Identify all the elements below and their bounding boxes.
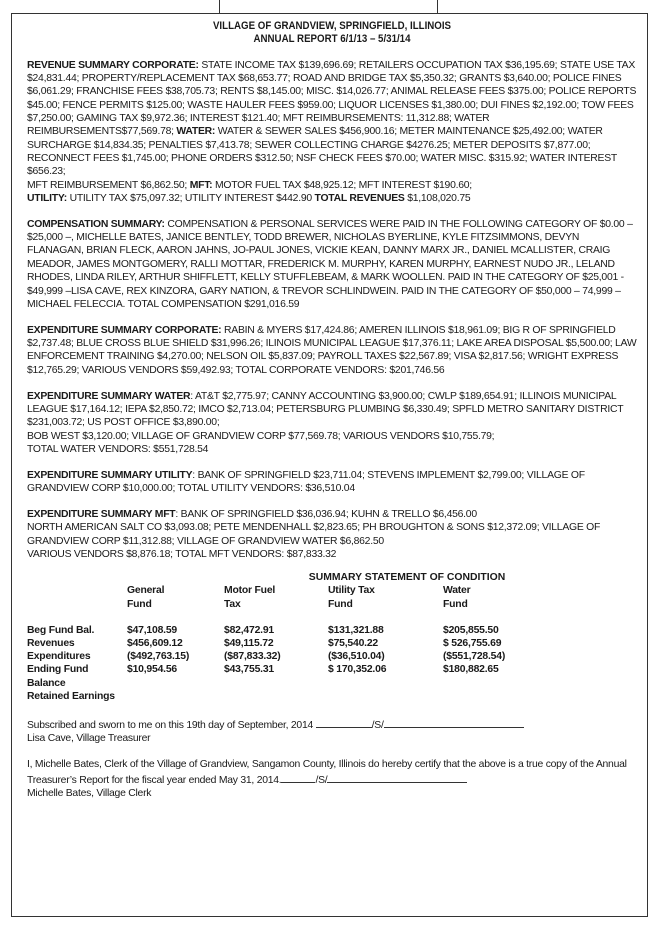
exp-mft-line2: NORTH AMERICAN SALT CO $3,093.08; PETE MENDENHALL $2,823.65; PH BROUGHTON & SONS $12,372.09; VILLAGE OF GRANDVIEW CORP $11,312.88; VILLAGE OF GRANDVIEW WATER $6,862.50 [27, 522, 601, 547]
col-header-motor-fuel: Motor Fuel Tax [224, 585, 276, 610]
sworn-signature-mark: /S/ [371, 719, 384, 731]
cell: $82,472.91 [224, 624, 275, 636]
summary-title: SUMMARY STATEMENT OF CONDITION [308, 572, 506, 584]
exp-utility-label: EXPENDITURE SUMMARY UTILITY [27, 469, 193, 481]
compensation-summary [27, 218, 637, 311]
report-period: ANNUAL REPORT 6/1/13 – 5/31/14 [253, 33, 411, 45]
revenue-label: REVENUE SUMMARY CORPORATE: [27, 59, 199, 71]
expenditure-utility [27, 469, 637, 496]
revenue-water-text: WATER & SEWER SALES $456,900.16; METER MAINTENANCE $25,492.00; WATER SURCHARGE $14,834.35; PENALTIES $7,413.78; SEWER COLLECTING CHARGE $4276.25; METER DEPOSITS $7,877.00; RECONNECT FEES $1,745.00; PHONE ORDERS $312.50; NSF CHECK FEES $70.00; WATER MISC. $315.92; WATER INTEREST $656.23; [27, 126, 617, 178]
exp-mft-text: : BANK OF SPRINGFIELD $36,036.94; KUHN & TRELLO $6,456.00 [175, 508, 477, 520]
exp-water-label: EXPENDITURE SUMMARY WATER [27, 390, 191, 402]
expenditure-water [27, 390, 637, 430]
cell: $456,609.12 [127, 637, 183, 649]
cell: $75,540.22 [328, 637, 379, 649]
row-label: Ending Fund [27, 664, 89, 676]
exp-mft-label: EXPENDITURE SUMMARY MFT [27, 508, 176, 520]
cell: $43,755.31 [224, 664, 275, 676]
exp-corporate-label: EXPENDITURE SUMMARY CORPORATE: [27, 324, 222, 336]
cell: $47,108.59 [127, 624, 178, 636]
top-divider-right [437, 0, 438, 14]
exp-water-line2: BOB WEST $3,120.00; VILLAGE OF GRANDVIEW CORP $77,569.78; VARIOUS VENDORS $10,755.79; [27, 430, 495, 442]
table-row [27, 650, 553, 663]
cell: ($87,833.32) [224, 651, 281, 663]
table-row [27, 637, 553, 650]
compensation-text: COMPENSATION & PERSONAL SERVICES WERE PAID IN THE FOLLOWING CATEGORY OF $0.00 – $25,000 –, MICHELLE BATES, JANICE BENTLEY, TODD BREWER, NICHOLAS BYERLINE, KYLE FITZSIMMONS, DEVYN FLANAGAN, BRIAN FLECK, AARON JAHNS, JO-PAUL JONES, VICKIE KEAN, DANNY MARX JR., DANIEL MCALLISTER, CRAIG MEADOR, JAMES MONTGOMERY, RALLI MOTTAR, FREDERICK M. MURPHY, KAREN MURPHY, EARNEST NUDO JR., LELAND RHODES, LINDA RILEY, ARTHUR SHIFFLETT, KELLY STUFFLEBEAM, & MARK WOOLLEN. PAID IN THE CATEGORY OF $25,001 - $49,999 –LISA CAVE, REX KINZORA, GARY NATION, & TREVOR SCHLINDWEIN. PAID IN THE CATEGORY OF $50,000 – 74,999 – MICHAEL FELECCIA. TOTAL COMPENSATION $291,016.59 [27, 218, 633, 310]
revenue-utility-text: UTILITY TAX $75,097.32; UTILITY INTEREST $442.90 [66, 192, 315, 204]
revenue-utility-line [27, 192, 637, 205]
row-label: Revenues [27, 637, 75, 649]
top-divider-left [219, 0, 220, 14]
revenue-mft-line [27, 179, 637, 192]
revenue-mft-text: MOTOR FUEL TAX $48,925.12; MFT INTEREST $190.60; [212, 179, 472, 191]
exp-mft-total: VARIOUS VENDORS $8,876.18; TOTAL MFT VENDORS: $87,833.32 [27, 549, 337, 560]
col-header-utility-tax: Utility Tax Fund [328, 585, 375, 610]
summary-header-row [27, 584, 553, 610]
revenue-water-label: WATER: [176, 126, 216, 138]
revenue-corporate-text: STATE INCOME TAX $139,696.69; RETAILERS OCCUPATION TAX $36,195.69; STATE USE TAX $24,831.44; PROPERTY/REPLACEMENT TAX $68,653.77; ROAD AND BRIDGE TAX $5,350.32; GRANTS $3,640.00; POLICE FINES $6,061.29; FRANCHISE FEES $38,705.73; RENTS $8,145.00; MISC. $14,026.77; ANIMAL RELEASE FEES $375.00; POLICE REPORTS $45.00; FENCE PERMITS $125.00; WASTE HAULER FEES $959.00; LIQUOR LICENSES $1,380.00; DUI FINES $2,192.00; TOW FEES $7,250.00; GAMING TAX $9,972.36; INTEREST $121.40; MFT REIMBURSEMENTS: 11,312.88; WATER REIMBURSEMENTS$77,569.78; [27, 59, 637, 138]
revenue-mft-label: MFT: [189, 179, 213, 191]
clerk-name: Michelle Bates, Village Clerk [27, 787, 152, 799]
cell: $ 170,352.06 [328, 664, 387, 676]
report-title: VILLAGE OF GRANDVIEW, SPRINGFIELD, ILLINOIS [212, 20, 452, 32]
cell: ($492,763.15) [127, 651, 190, 663]
exp-water-total: TOTAL WATER VENDORS: $551,728.54 [27, 443, 209, 455]
cell: ($551,728.54) [443, 651, 506, 663]
cell: $180,882.65 [443, 664, 499, 676]
expenditure-mft [27, 508, 637, 521]
clerk-certification: I, Michelle Bates, Clerk of the Village of Grandview, Sangamon County, Illinois do hereby certify that the above is a true copy of the Annual Treasurer’s Report for the fiscal year ended May 31, 2014. /S/ [27, 759, 627, 786]
sworn-statement: Subscribed and sworn to me on this 19th day of September, 2014 /S/ [27, 717, 637, 732]
report-body [27, 20, 637, 800]
expenditure-corporate [27, 324, 637, 377]
col-header-water: Water Fund [443, 585, 471, 610]
table-row [27, 663, 553, 676]
treasurer-name: Lisa Cave, Village Treasurer [27, 733, 151, 745]
row-label: Balance [27, 677, 66, 689]
total-revenues-value: $1,108,020.75 [404, 192, 471, 204]
clerk-signature-mark: /S/ [315, 774, 328, 786]
mft-reimbursement: MFT REIMBURSEMENT $6,862.50; [27, 179, 190, 191]
exp-water-text: : AT&T $2,775.97; CANNY ACCOUNTING $3,900.00; CWLP $189,654.91; ILLINOIS MUNICIPAL LEAGUE $17,164.12; IEPA $2,850.72; IMCO $2,713.04; PETERSBURG PLUMBING $6,330.49; SPFLD METRO SANITARY DISTRICT $231,003.72; US POST OFFICE $3,890.00; [27, 390, 624, 429]
cell: $ 526,755.69 [443, 637, 502, 649]
exp-utility-text: : BANK OF SPRINGFIELD $23,711.04; STEVENS IMPLEMENT $2,799.00; VILLAGE OF GRANDVIEW CORP $10,000.00; TOTAL UTILITY VENDORS: $36,510.04 [27, 469, 585, 495]
col-header-general: General Fund [127, 585, 165, 610]
cell: $10,954.56 [127, 664, 178, 676]
table-row [27, 677, 553, 690]
summary-table [27, 584, 553, 703]
table-row [27, 690, 553, 703]
revenue-summary [27, 59, 637, 179]
row-label: Expenditures [27, 651, 91, 663]
revenue-utility-label: UTILITY: [27, 192, 67, 204]
table-row [27, 624, 553, 637]
row-label: Retained Earnings [27, 690, 115, 702]
total-revenues-label: TOTAL REVENUES [314, 192, 405, 204]
cell: $131,321.88 [328, 624, 384, 636]
cell: $49,115.72 [224, 637, 274, 649]
row-label: Beg Fund Bal. [27, 624, 95, 636]
exp-corporate-text: RABIN & MYERS $17,424.86; AMEREN ILLINOIS $18,961.09; BIG R OF SPRINGFIELD $2,737.48; BLUE CROSS BLUE SHIELD $31,996.26; ILINOIS MUNICIPAL LEAGUE $17,376.11; LAKE AREA DISPOSAL $5,500.00; LAW ENFORCEMENT TRAINING $4,270.00; NELSON OIL $5,837.09; PAYROLL TAXES $22,567.89; VISA $2,817.56; WRIGHT EXPRESS $12,765.29; VARIOUS VENDORS $59,492.93; TOTAL CORPORATE VENDORS: $201,746.56 [27, 324, 637, 376]
compensation-label: COMPENSATION SUMMARY: [27, 218, 165, 230]
cell: ($36,510.04) [328, 651, 385, 663]
cell: $205,855.50 [443, 624, 499, 636]
